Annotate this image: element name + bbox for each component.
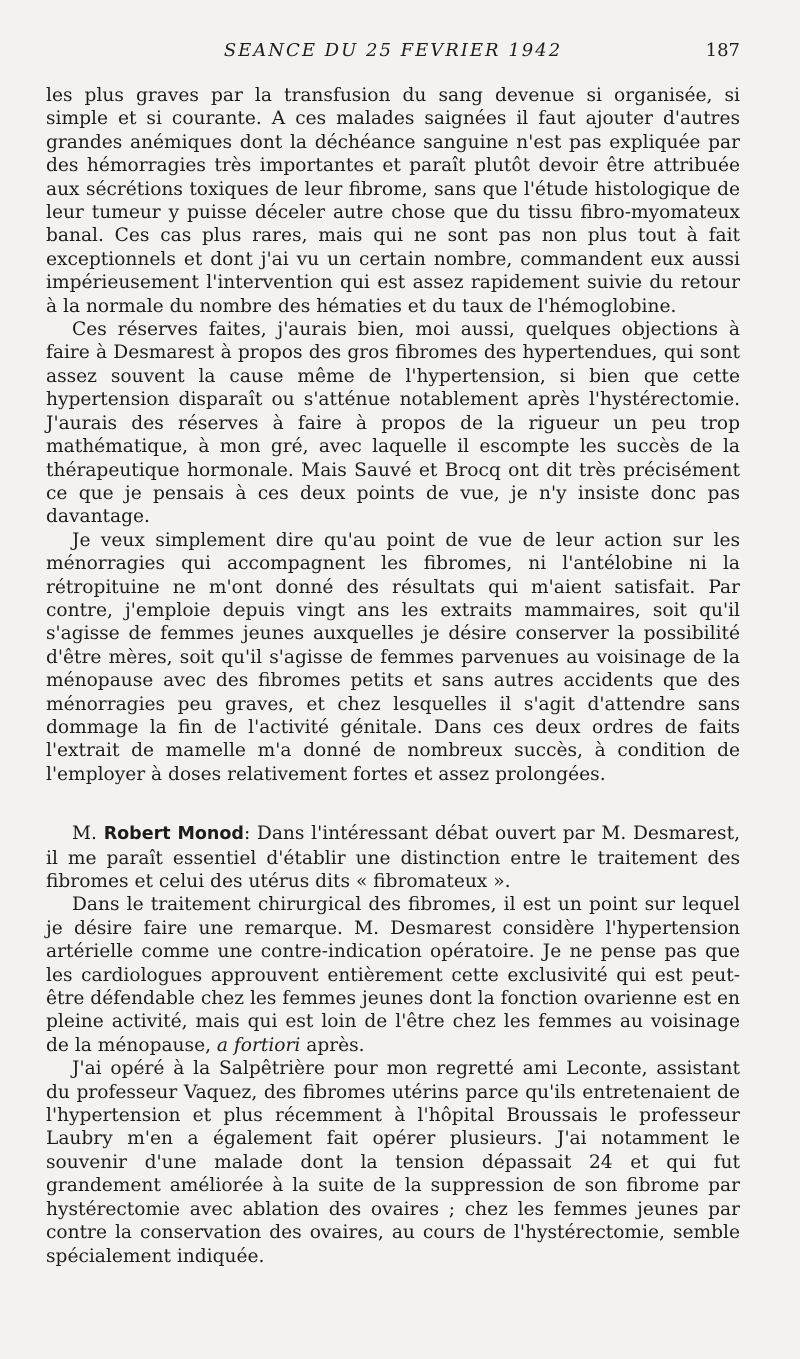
paragraph-5-tail: après.: [300, 1034, 365, 1056]
page-number: 187: [705, 40, 740, 61]
page-body: [46, 84, 740, 1268]
paragraph-4: [46, 822, 740, 893]
section-gap: [46, 786, 740, 822]
paragraph-5-text: Dans le traitement chirurgical des fibromes, il est un point sur lequel je désire faire une remarque. M. Desmarest considère l'hypertension artérielle comme une contre-indication opératoire. Je ne pense pas que les cardiologues approuvent entièrement cette exclusivité qui est peut-être défendable chez les femmes jeunes dont la fonction ovarienne est en pleine activité, mais qui est loin de l'être chez les femmes au voisinage de la ménopause,: [46, 894, 740, 1056]
page-header: [46, 38, 740, 68]
paragraph-2: Ces réserves faites, j'aurais bien, moi aussi, quelques objections à faire à Desmarest à propos des gros fibromes des hypertendues, qui sont assez souvent la cause même de l'hypertension, si bien que cette hypertension disparaît ou s'atténue notablement après l'hystérectomie. J'aurais des réserves à faire à propos de la rigueur un peu trop mathématique, à mon gré, avec laquelle il escompte les succès de la thérapeutique hormonale. Mais Sauvé et Brocq ont dit très précisément ce que je pensais à ces deux points de vue, je n'y insiste donc pas davantage.: [46, 319, 740, 528]
speaker-prefix: M.: [72, 823, 104, 845]
paragraph-4-text: : Dans l'intéressant débat ouvert par M. Desmarest, il me paraît essentiel d'établir une distinction entre le traitement des fibromes et celui des utérus dits « fibromateux ».: [46, 823, 740, 892]
speaker-name: Robert Monod: [103, 824, 244, 845]
paragraph-5: [46, 893, 740, 1057]
running-title: SEANCE DU 25 FEVRIER 1942: [223, 40, 563, 61]
paragraph-3: Je veux simplement dire qu'au point de vue de leur action sur les ménorragies qui accompagnent les fibromes, ni l'antélobine ni la rétropituine ne m'ont donné des résultats qui m'aient satisfait. Par contre, j'emploie depuis vingt ans les extraits mammaires, soit qu'il s'agisse de femmes jeunes auxquelles je désire conserver la possibilité d'être mères, soit qu'il s'agisse de femmes parvenues au voisinage de la ménopause avec des fibromes petits et sans autres accidents que des ménorragies peu graves, et chez lesquelles il s'agit d'attendre sans dommage la fin de l'activité génitale. Dans ces deux ordres de faits l'extrait de mamelle m'a donné de nombreux succès, à condition de l'employer à doses relativement fortes et assez prolongées.: [46, 529, 740, 785]
paragraph-5-italic: a fortiori: [216, 1034, 301, 1056]
paragraph-1: les plus graves par la transfusion du sang devenue si organisée, si simple et si courante. A ces malades saignées il faut ajouter d'autres grandes anémiques dont la déchéance sanguine n'est pas expliquée par des hémorragies très importantes et paraît plutôt devoir être attribuée aux sécrétions toxiques de leur fibrome, sans que l'étude histologique de leur tumeur y puisse déceler autre chose que du tissu fibro-myomateux banal. Ces cas plus rares, mais qui ne sont pas non plus tout à fait exceptionnels et dont j'ai vu un certain nombre, commandent eux aussi impérieusement l'intervention qui est assez rapidement suivie du retour à la normale du nombre des hématies et du taux de l'hémoglobine.: [46, 85, 740, 317]
paragraph-6: J'ai opéré à la Salpêtrière pour mon regretté ami Leconte, assistant du professeur Vaquez, des fibromes utérins parce qu'ils entretenaient de l'hypertension et plus récemment à l'hôpital Broussais le professeur Laubry m'en a également fait opérer plusieurs. J'ai notamment le souvenir d'une malade dont la tension dépassait 24 et qui fut grandement améliorée à la suite de la suppression de son fibrome par hystérectomie avec ablation des ovaires ; chez les femmes jeunes par contre la conservation des ovaires, au cours de l'hystérectomie, semble spécialement indiquée.: [46, 1058, 740, 1267]
page: [46, 38, 740, 1268]
